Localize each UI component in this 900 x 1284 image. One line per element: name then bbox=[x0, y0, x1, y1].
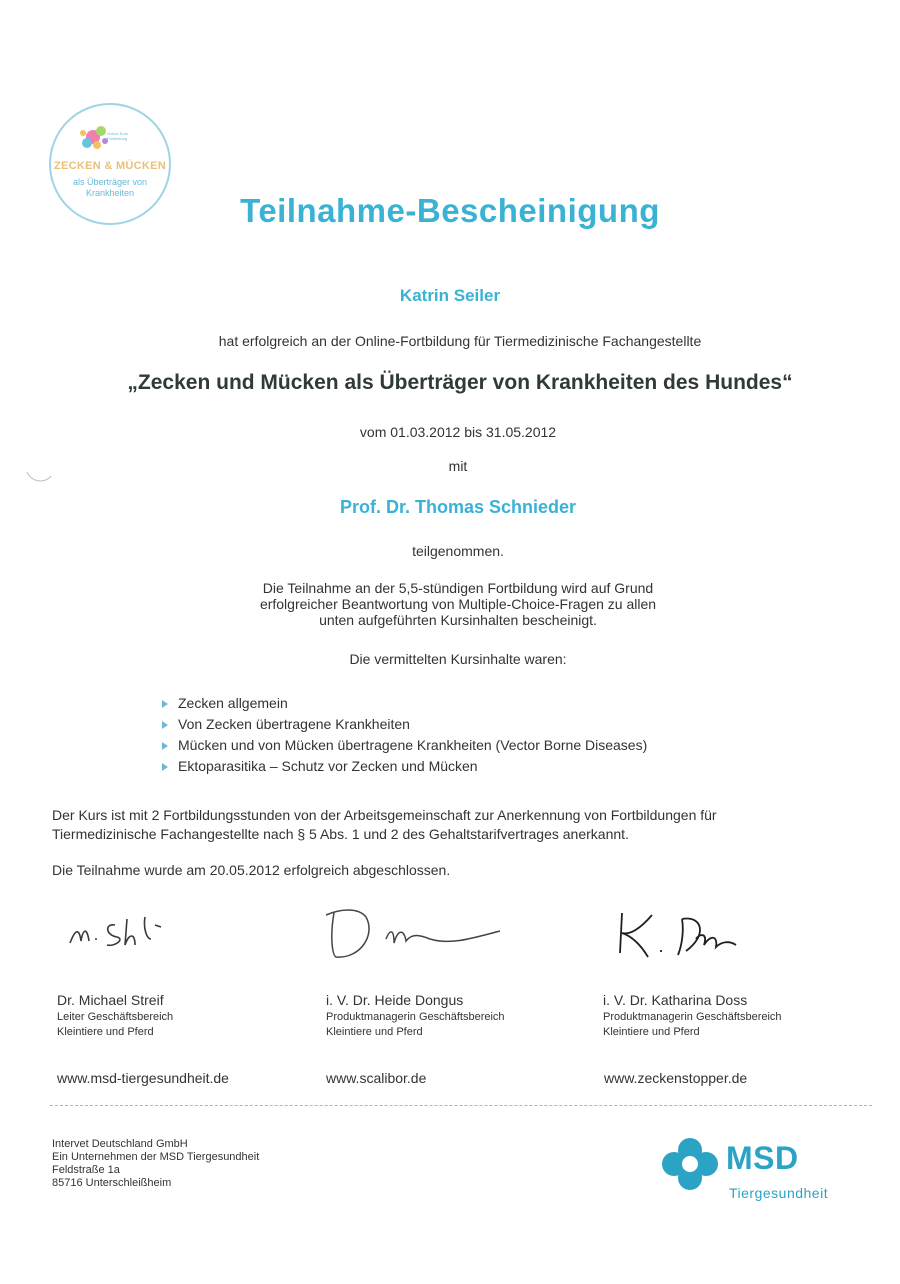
certificate-title: Teilnahme-Bescheinigung bbox=[240, 192, 660, 229]
course-dates: vom 01.03.2012 bis 31.05.2012 bbox=[359, 424, 557, 440]
topic-label: Zecken allgemein bbox=[178, 695, 288, 711]
signer-role-line: Leiter Geschäftsbereich bbox=[57, 1011, 174, 1023]
bullet-arrow-icon bbox=[162, 742, 168, 750]
list-item bbox=[160, 735, 647, 756]
topic-label: Ektoparasitika – Schutz vor Zecken und Mücken bbox=[178, 758, 478, 774]
company-line: 85716 Unterschleißheim bbox=[52, 1177, 172, 1189]
signature-dongus bbox=[320, 895, 520, 970]
instructor-name: Prof. Dr. Thomas Schnieder bbox=[339, 497, 577, 517]
signer-name: i. V. Dr. Katharina Doss bbox=[603, 992, 748, 1008]
msd-logo-icon bbox=[660, 1136, 720, 1192]
website-link[interactable]: www.scalibor.de bbox=[326, 1070, 427, 1086]
list-item bbox=[160, 714, 647, 735]
paragraph-line: unten aufgeführten Kursinhalten bescheinigt. bbox=[319, 612, 597, 628]
signer-block bbox=[57, 992, 173, 1040]
paragraph-line: Die Teilnahme an der 5,5-stündigen Fortbildung wird auf Grund bbox=[262, 580, 654, 596]
footer-divider bbox=[50, 1105, 872, 1106]
bullet-arrow-icon bbox=[162, 763, 168, 771]
list-item bbox=[160, 693, 647, 714]
signer-role-line: Produktmanagerin Geschäftsbereich bbox=[603, 1011, 782, 1023]
bullet-arrow-icon bbox=[162, 721, 168, 729]
website-link[interactable]: www.msd-tiergesundheit.de bbox=[57, 1070, 229, 1086]
signer-block bbox=[603, 992, 782, 1040]
badge-small-text: Online Kurs Fortbildung bbox=[107, 131, 128, 141]
intro-text: hat erfolgreich an der Online-Fortbildung für Tiermedizinische Fachangestellte bbox=[218, 333, 702, 349]
course-title: „Zecken und Mücken als Überträger von Krankheiten des Hundes“ bbox=[127, 371, 793, 394]
signer-name: i. V. Dr. Heide Dongus bbox=[326, 992, 464, 1008]
accreditation-line: Der Kurs ist mit 2 Fortbildungsstunden von der Arbeitsgemeinschaft zur Anerkennung von Fortbildungen für bbox=[52, 807, 717, 823]
topics-heading: Die vermittelten Kursinhalte waren: bbox=[349, 651, 567, 667]
company-line: Feldstraße 1a bbox=[52, 1164, 120, 1176]
teilgenommen-text: teilgenommen. bbox=[412, 543, 504, 559]
brand-name: MSD bbox=[726, 1140, 799, 1176]
signer-role-line: Kleintiere und Pferd bbox=[57, 1026, 154, 1038]
badge-subtitle-line2: Krankheiten bbox=[85, 188, 135, 198]
brand-subtitle: Tiergesundheit bbox=[729, 1185, 829, 1201]
badge-title: ZECKEN & MÜCKEN bbox=[53, 160, 167, 172]
list-item bbox=[160, 756, 647, 777]
signer-role-line: Produktmanagerin Geschäftsbereich bbox=[326, 1011, 505, 1023]
signer-name: Dr. Michael Streif bbox=[57, 992, 164, 1008]
company-line: Intervet Deutschland GmbH bbox=[52, 1138, 188, 1150]
accreditation-line: Tiermedizinische Fachangestellte nach § 5 Abs. 1 und 2 des Gehaltstarifvertrages anerkannt. bbox=[52, 826, 629, 842]
hole-punch-mark bbox=[25, 462, 55, 486]
signer-role bbox=[57, 1010, 173, 1040]
signer-role bbox=[326, 1010, 505, 1040]
company-address bbox=[52, 1138, 259, 1190]
signature-streif bbox=[65, 905, 205, 955]
paragraph-line: erfolgreicher Beantwortung von Multiple-Choice-Fragen zu allen bbox=[259, 596, 657, 612]
badge-subtitle-line1: als Überträger von bbox=[72, 177, 148, 187]
bullet-arrow-icon bbox=[162, 700, 168, 708]
company-line: Ein Unternehmen der MSD Tiergesundheit bbox=[52, 1151, 260, 1163]
signer-role-line: Kleintiere und Pferd bbox=[603, 1026, 700, 1038]
completion-text: Die Teilnahme wurde am 20.05.2012 erfolgreich abgeschlossen. bbox=[52, 862, 451, 878]
participant-name: Katrin Seiler bbox=[399, 286, 501, 305]
website-link[interactable]: www.zeckenstopper.de bbox=[604, 1070, 748, 1086]
accreditation-text bbox=[52, 806, 717, 844]
signature-doss bbox=[612, 905, 772, 965]
signer-role-line: Kleintiere und Pferd bbox=[326, 1026, 423, 1038]
topic-label: Von Zecken übertragene Krankheiten bbox=[178, 716, 410, 732]
topics-list bbox=[160, 693, 647, 777]
signer-block bbox=[326, 992, 505, 1040]
signer-role bbox=[603, 1010, 782, 1040]
mit-text: mit bbox=[448, 458, 468, 474]
participation-paragraph bbox=[8, 580, 900, 628]
topic-label: Mücken und von Mücken übertragene Krankheiten (Vector Borne Diseases) bbox=[178, 737, 648, 753]
